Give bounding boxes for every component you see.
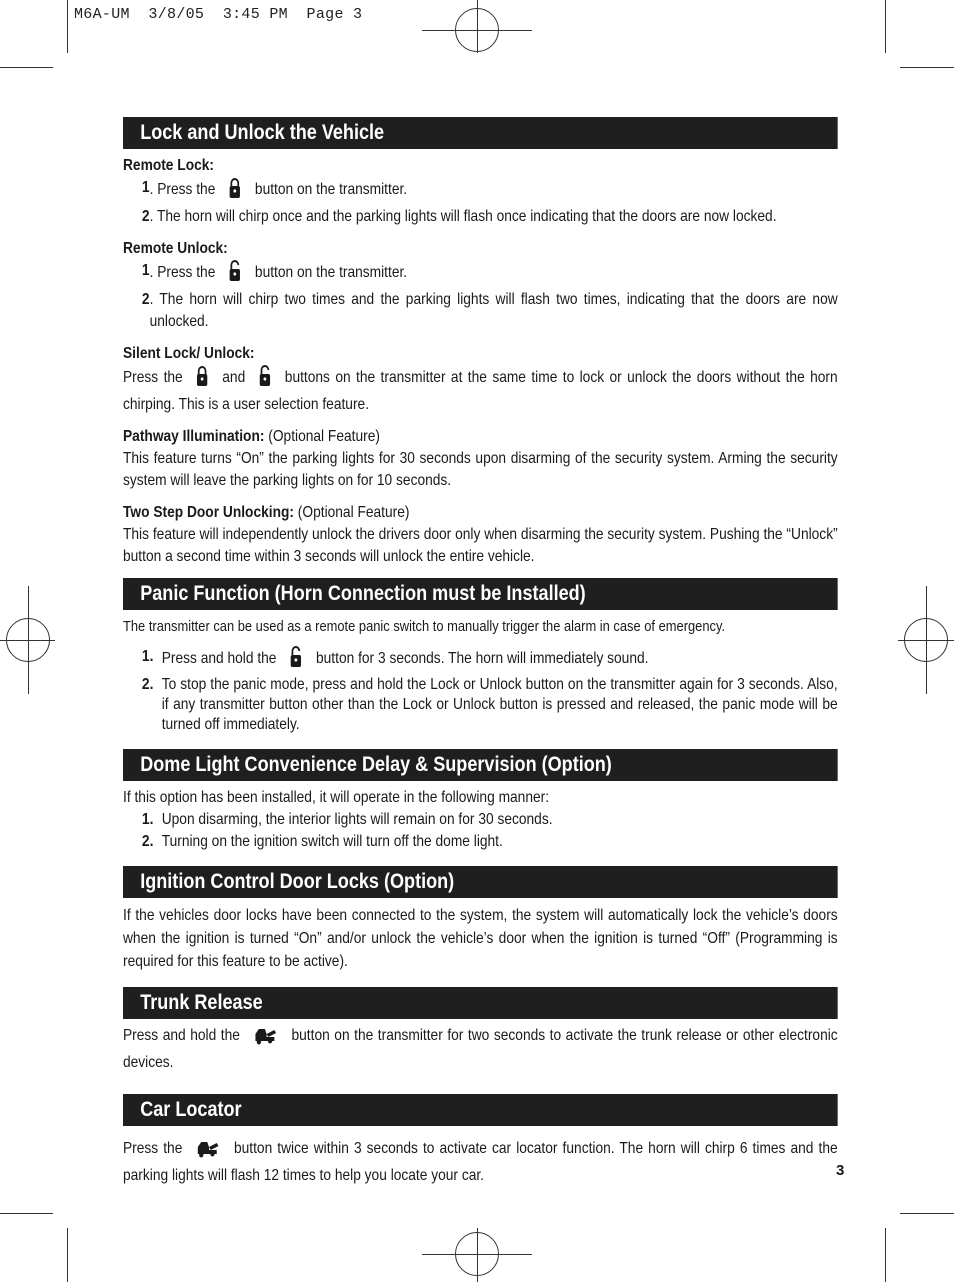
step-text — [150, 260, 838, 289]
text-and: and — [222, 369, 246, 386]
step-number: 1. — [141, 811, 154, 828]
step-number: 2. — [141, 833, 154, 850]
crop-mark — [885, 0, 886, 53]
panic-step-1 — [123, 646, 838, 675]
step-text — [150, 177, 838, 206]
text-b: buttons on the transmitter at the same time to lock or unlock the doors without the horn chirping. This is a user selection feature. — [123, 369, 838, 413]
car-trunk-icon — [196, 1138, 220, 1165]
silent-lock-heading: Silent Lock/ Unlock: — [123, 345, 255, 362]
step-number: 1 — [141, 179, 150, 196]
step-text-a: . Press the — [149, 181, 216, 198]
registration-mark — [477, 1228, 478, 1282]
pathway-illumination-text: This feature turns “On” the parking lights for 30 seconds upon disarming of the security system. Arming the security system will leave the parking lights on for 10 seconds. — [123, 450, 838, 489]
lock-open-icon — [229, 260, 241, 289]
lock-open-icon — [259, 365, 271, 394]
panic-intro: The transmitter can be used as a remote panic switch to manually trigger the alarm in case of emergency. — [123, 618, 726, 635]
two-step-unlock-text: This feature will independently unlock the drivers door only when disarming the security system. Pushing the “Unlock” button a second time within 3 seconds will unlock the entire vehicle. — [123, 526, 838, 565]
dome-step-1 — [123, 809, 838, 831]
optional-feature-note: (Optional Feature) — [268, 428, 380, 445]
two-step-label: Two Step Door Unlocking: — [123, 504, 294, 521]
lock-open-icon — [290, 646, 302, 675]
crop-mark — [900, 1213, 954, 1214]
step-text: To stop the panic mode, press and hold the Lock or Unlock button on the transmitter again for 3 seconds. Also, if any transmitter button other than the Lock or Unlock button is pressed and released, the panic mode will be turned off immediately. — [161, 676, 838, 733]
dome-intro: If this option has been installed, it will operate in the following manner: — [123, 789, 550, 806]
step-text-a: Press and hold the — [161, 650, 277, 667]
step-text: Turning on the ignition switch will turn off the dome light. — [161, 833, 503, 850]
registration-mark — [28, 586, 29, 694]
step-number: 2 — [141, 291, 150, 308]
step-text: Upon disarming, the interior lights will remain on for 30 seconds. — [161, 811, 553, 828]
pathway-illumination-heading — [123, 426, 838, 448]
section-header-lock-unlock: Lock and Unlock the Vehicle — [123, 117, 838, 149]
section-header-car-locator: Car Locator — [123, 1094, 838, 1126]
text-b: button on the transmitter for two seconds to activate the trunk release or other electronic devices. — [123, 1027, 838, 1071]
step-text-b: button for 3 seconds. The horn will immediately sound. — [316, 650, 649, 667]
remote-unlock-step-2 — [123, 289, 838, 333]
lock-closed-icon — [196, 365, 208, 394]
section-header-panic: Panic Function (Horn Connection must be Installed) — [123, 578, 838, 610]
section-header-trunk-release: Trunk Release — [123, 987, 838, 1019]
pathway-label: Pathway Illumination: — [123, 428, 265, 445]
registration-mark — [477, 0, 478, 53]
step-text-b: button on the transmitter. — [254, 181, 408, 198]
step-number: 2 — [141, 208, 150, 225]
crop-mark — [67, 1228, 68, 1282]
registration-mark — [926, 586, 927, 694]
trunk-release-text — [123, 1025, 838, 1074]
remote-lock-step-1 — [123, 177, 838, 206]
step-text-a: . Press the — [149, 264, 216, 281]
car-locator-text — [123, 1138, 838, 1187]
remote-lock-heading: Remote Lock: — [123, 157, 214, 174]
page-number: 3 — [836, 1162, 845, 1179]
dome-step-2 — [123, 831, 838, 853]
text-a: Press the — [123, 1140, 183, 1157]
manual-page-content — [123, 117, 838, 1187]
crop-mark — [0, 67, 53, 68]
step-text — [162, 646, 838, 675]
print-header-line: M6A-UM 3/8/05 3:45 PM Page 3 — [74, 6, 363, 23]
text-a: Press the — [123, 369, 183, 386]
crop-mark — [885, 1228, 886, 1282]
crop-mark — [0, 1213, 53, 1214]
remote-unlock-step-1 — [123, 260, 838, 289]
crop-mark — [900, 67, 954, 68]
step-number: 1 — [141, 262, 150, 279]
lock-closed-icon — [229, 177, 241, 206]
text-b: button twice within 3 seconds to activate car locator function. The horn will chirp 6 times and the parking lights will flash 12 times to help you locate your car. — [123, 1140, 838, 1184]
remote-unlock-heading: Remote Unlock: — [123, 240, 228, 257]
panic-step-2 — [123, 675, 838, 735]
step-number: 2. — [141, 676, 154, 693]
car-trunk-icon — [254, 1025, 278, 1052]
step-number: 1. — [141, 648, 154, 665]
step-text: . The horn will chirp once and the parking lights will flash once indicating that the doors are now locked. — [149, 208, 777, 225]
step-text: . The horn will chirp two times and the parking lights will flash two times, indicating that the doors are now unlocked. — [149, 291, 838, 330]
crop-mark — [67, 0, 68, 53]
section-header-dome-light: Dome Light Convenience Delay & Supervision (Option) — [123, 749, 838, 781]
text-a: Press and hold the — [123, 1027, 240, 1044]
silent-lock-text — [123, 365, 838, 416]
two-step-unlock-heading — [123, 502, 838, 524]
section-header-ignition: Ignition Control Door Locks (Option) — [123, 866, 838, 898]
optional-feature-note: (Optional Feature) — [297, 504, 410, 521]
ignition-text: If the vehicles door locks have been connected to the system, the system will automatically lock the vehicle’s doors when the ignition is turned “On” and/or unlock the vehicle’s door when the ignition is turned “Off” (Programming is required for this feature to be active). — [123, 907, 838, 970]
remote-lock-step-2 — [123, 206, 838, 228]
step-text-b: button on the transmitter. — [254, 264, 408, 281]
